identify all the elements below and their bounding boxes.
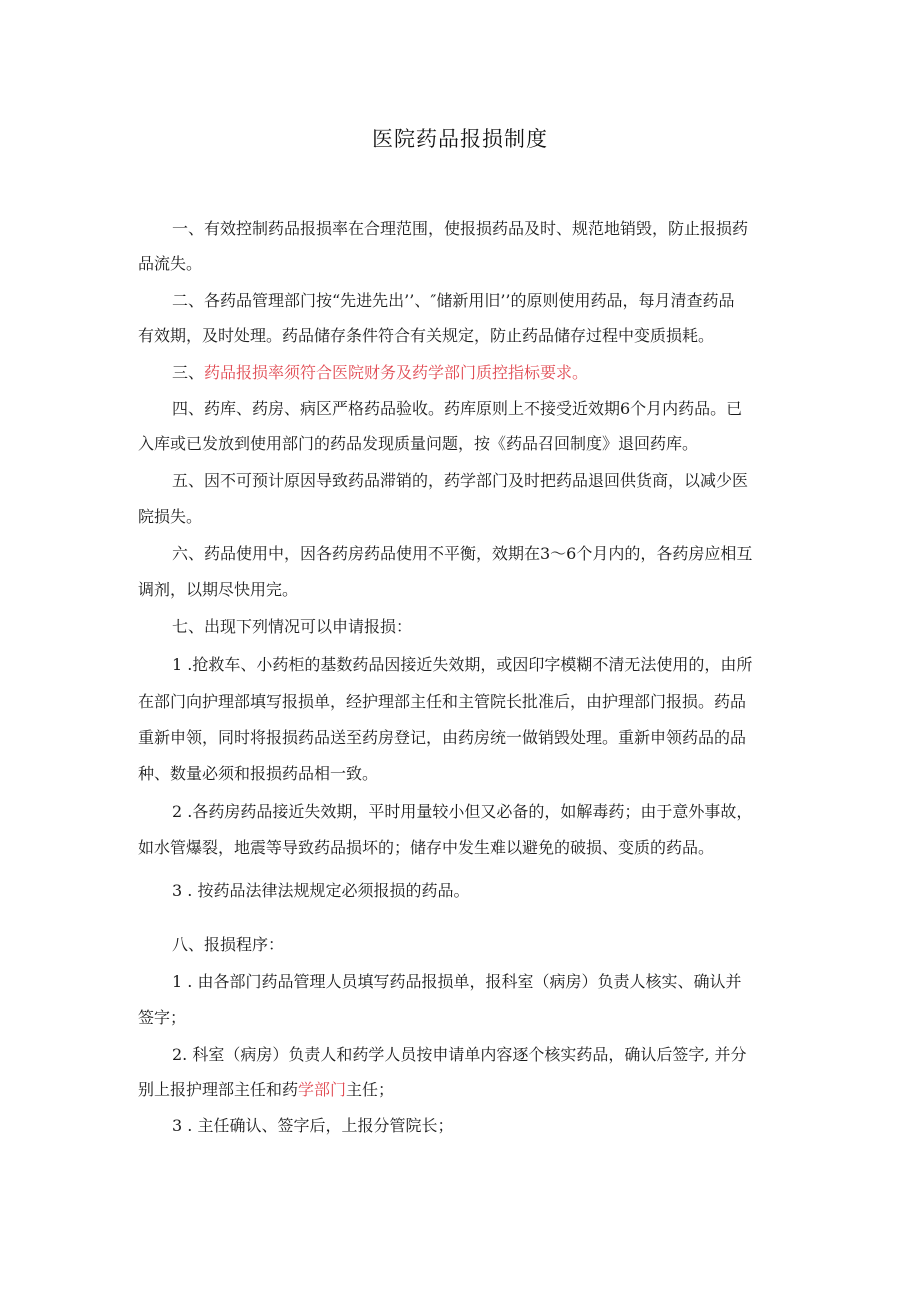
para-1-line-1: 一、有效控制药品报损率在合理范围，使报损药品及时、规范地销毁，防止报损药: [172, 219, 749, 238]
para-9-line-1: 2 .各药房药品接近失效期，平时用量较小但又必备的，如解毒药；由于意外事故，: [172, 802, 753, 821]
para-6-line-1: 六、药品使用中，因各药房药品使用不平衡，效期在3～6个月内的，各药房应相互: [172, 544, 753, 563]
para-11: 八、报损程序：: [172, 935, 285, 954]
para-8-line-4: 种、数量必须和报损药品相一致。: [138, 764, 379, 783]
page-title: 医院药品报损制度: [372, 127, 548, 151]
para-1-line-2: 品流失。: [138, 254, 203, 273]
para-5-line-1: 五、因不可预计原因导致药品滞销的，药学部门及时把药品退回供货商，以减少医: [172, 471, 749, 490]
para-8-line-2: 在部门向护理部填写报损单，经护理部主任和主管院长批准后，由护理部门报损。药品: [138, 692, 747, 711]
para-7: 七、出现下列情况可以申请报损：: [172, 617, 413, 636]
para-10: 3 . 按药品法律法规规定必须报损的药品。: [172, 881, 470, 900]
para-12-line-2: 签字；: [138, 1008, 187, 1027]
para-4-line-1: 四、药库、药房、病区严格药品验收。药库原则上不接受近效期6个月内药品。已: [172, 399, 743, 418]
para-13-line-2-start: 别上报护理部主任和药: [138, 1080, 299, 1099]
para-6-line-2: 调剂，以期尽快用完。: [138, 580, 299, 599]
para-13-line-1: 2. 科室（病房）负责人和药学人员按申请单内容逐个核实药品，确认后签字, 并分: [172, 1045, 747, 1064]
para-2-line-1: 二、各药品管理部门按“先进先出’’、″储新用旧’’的原则使用药品，每月清查药品: [172, 291, 735, 310]
para-12-line-1: 1 . 由各部门药品管理人员填写药品报损单，报科室（病房）负责人核实、确认并: [172, 972, 742, 991]
para-3: [172, 362, 588, 384]
para-8-line-1: 1 .抢救车、小药柜的基数药品因接近失效期，或因印字模糊不清无法使用的，由所: [172, 655, 753, 674]
para-13-line-2: [138, 1079, 394, 1101]
para-2-line-2: 有效期，及时处理。药品储存条件符合有关规定，防止药品储存过程中变质损耗。: [138, 326, 715, 345]
para-3-prefix: 三、: [172, 363, 205, 382]
para-8-line-3: 重新申领，同时将报损药品送至药房登记，由药房统一做销毁处理。重新申领药品的品: [138, 728, 747, 747]
para-4-line-2: 入库或已发放到使用部门的药品发现质量问题，按《药品召回制度》退回药库。: [138, 434, 699, 453]
para-5-line-2: 院损失。: [138, 507, 203, 526]
para-3-highlight: 药品报损率须符合医院财务及药学部门质控指标要求。: [204, 363, 589, 382]
para-13-line-2-end: 主任；: [346, 1080, 395, 1099]
para-9-line-2: 如水管爆裂，地震等导致药品损坏的；储存中发生难以避免的破损、变质的药品。: [138, 838, 715, 857]
para-13-highlight: 学部门: [298, 1080, 347, 1099]
para-14: 3 . 主任确认、签字后，上报分管院长；: [172, 1116, 454, 1135]
